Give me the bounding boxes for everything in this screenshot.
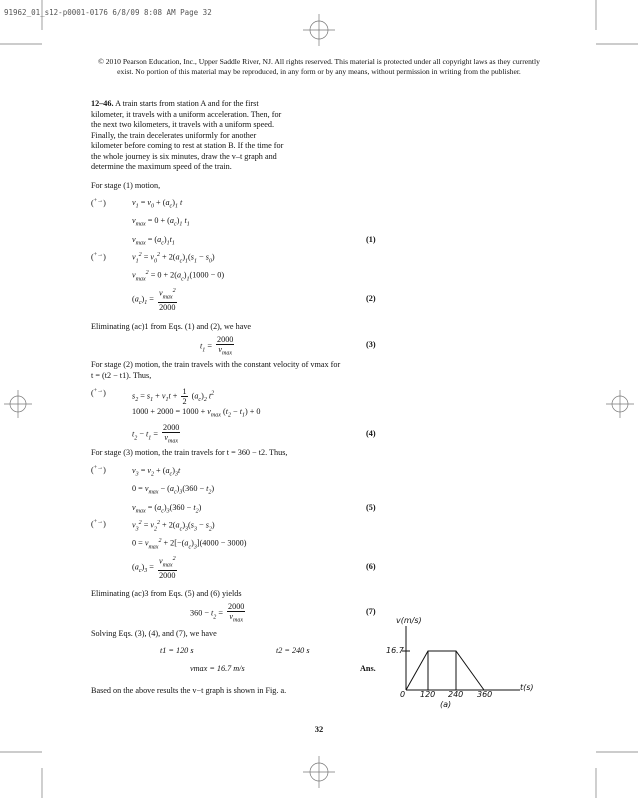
copyright-line-1: © 2010 Pearson Education, Inc., Upper Saddle River, NJ. All rights reserved. This material is protected under all copyright laws as they currently xyxy=(98,57,540,66)
graph-tick-360: 360 xyxy=(477,690,493,699)
problem-line-2: kilometer, it travels with a uniform acceleration. Then, for xyxy=(91,109,282,119)
eq-s2: $s_2 = s_1 + v_1t$ + $\frac{1}{2}$ $(a_c)_2$ $t^2$ xyxy=(132,387,215,406)
eq-vmax-3: $v_{max} = (a_c)_3(360 - t_2)$ xyxy=(132,503,202,515)
eq-number-5: (5) xyxy=(366,503,376,512)
solving-text: Solving Eqs. (3), (4), and (7), we have xyxy=(91,629,217,638)
answer-label: Ans. xyxy=(360,664,376,673)
eq-number-2: (2) xyxy=(366,294,376,303)
eq-number-4: (4) xyxy=(366,429,376,438)
eq-number-3: (3) xyxy=(366,340,376,349)
direction-symbol: (+→) xyxy=(91,388,106,398)
eq-t1: $t_1$ = $\frac{2000}{v_{max}}$ xyxy=(200,335,234,357)
stage2-text-b: t = (t2 − t1). Thus, xyxy=(91,371,152,380)
eq-v3-sq: $v_3^2 = v_2^2 + 2(a_c)_3(s_3 - s_2)$ xyxy=(132,520,215,533)
graph-tick-240: 240 xyxy=(448,690,464,699)
problem-line-3: the next two kilometers, it travels with a uniform speed. xyxy=(91,120,275,129)
eq-ac3: $(a_c)_3$ = $\frac{v_{max}^2}{2000}$ xyxy=(132,556,176,581)
slug-line: 91962_01_s12-p0001-0176 6/8/09 8:08 AM Page 32 xyxy=(4,8,212,17)
graph-tick-0: 0 xyxy=(400,690,406,699)
problem-line-7: determine the maximum speed of the train. xyxy=(91,162,232,171)
graph-xlabel: t(s) xyxy=(520,683,534,692)
eliminate-1-text: Eliminating (ac)1 from Eqs. (1) and (2), we have xyxy=(91,322,252,331)
eq-number-1: (1) xyxy=(366,235,376,244)
velocity-trace xyxy=(406,651,484,690)
graph-vmax-label: 16.7 xyxy=(386,646,404,655)
eq-distance: $1000 + 2000 = 1000 + v_{max}$ $(t_2 - t_1) + 0$ xyxy=(132,407,261,419)
problem-line-5: kilometer before coming to rest at station B. If the time for xyxy=(91,141,284,150)
eq-vmax-2: $v_{max} = (a_c)_1t_1$ xyxy=(132,235,175,247)
problem-line-4: Finally, the train decelerates uniformly for another xyxy=(91,130,257,140)
direction-symbol: (+→) xyxy=(91,465,106,475)
eq-ac1: $(a_c)_1$ = $\frac{v_{max}^2}{2000}$ xyxy=(132,288,176,313)
graph-tick-120: 120 xyxy=(420,690,436,699)
result-t2: t2 = 240 s xyxy=(276,646,310,655)
direction-symbol: (+→) xyxy=(91,198,106,208)
eq-v1-sq: $v_1^2 = v_0^2 + 2(a_c)_1(s_1 - s_0)$ xyxy=(132,252,215,265)
problem-number: 12–46. xyxy=(91,99,114,108)
eq-v3: $v_3 = v_2 + (a_c)_3t$ xyxy=(132,466,181,478)
graph-ylabel: v(m/s) xyxy=(396,616,422,625)
stage2-text-a: For stage (2) motion, the train travels with the constant velocity of vmax for xyxy=(91,360,341,369)
stage1-text: For stage (1) motion, xyxy=(91,181,161,190)
eq-number-6: (6) xyxy=(366,562,376,571)
page-number: 32 xyxy=(314,724,324,734)
eq-360-t2: $360 - t_2$ = $\frac{2000}{v_{max}}$ xyxy=(190,602,245,624)
eq-vmax-1: $v_{max} = 0 + (a_c)_1$ $t_1$ xyxy=(132,216,190,228)
eq-zero-vmax: $0 = v_{max} - (a_c)_3(360 - t_2)$ xyxy=(132,484,215,496)
stage3-text: For stage (3) motion, the train travels for t = 360 − t2. Thus, xyxy=(91,448,288,457)
direction-symbol: (+→) xyxy=(91,252,106,262)
direction-symbol: (+→) xyxy=(91,519,106,529)
problem-statement xyxy=(91,99,321,173)
graph-caption: (a) xyxy=(440,700,452,709)
problem-line-1: A train starts from station A and for the first xyxy=(115,99,259,108)
eq-zero-vmax-sq: $0 = v_{max}^2 + 2[-(a_c)_3](4000 - 3000)$ xyxy=(132,538,247,551)
eliminate-3-text: Eliminating (ac)3 from Eqs. (5) and (6) yields xyxy=(91,589,242,598)
based-text: Based on the above results the v−t graph is shown in Fig. a. xyxy=(91,686,287,695)
problem-line-6: the whole journey is six minutes, draw the v–t graph and xyxy=(91,151,277,161)
result-vmax: vmax = 16.7 m/s xyxy=(190,664,245,673)
eq-t2-t1: $t_2 - t_1$ = $\frac{2000}{v_{max}}$ xyxy=(132,423,180,445)
result-t1: t1 = 120 s xyxy=(160,646,194,655)
eq-v1: $v_1 = v_0 + (a_c)_1$ t xyxy=(132,198,183,210)
copyright-line-2: exist. No portion of this material may be reproduced, in any form or by any means, without permission in writing from the publisher. xyxy=(117,67,521,76)
eq-vmax-sq: $v_{max}^2 = 0 + 2(a_c)_1(1000 - 0)$ xyxy=(132,270,225,283)
eq-number-7: (7) xyxy=(366,607,376,616)
